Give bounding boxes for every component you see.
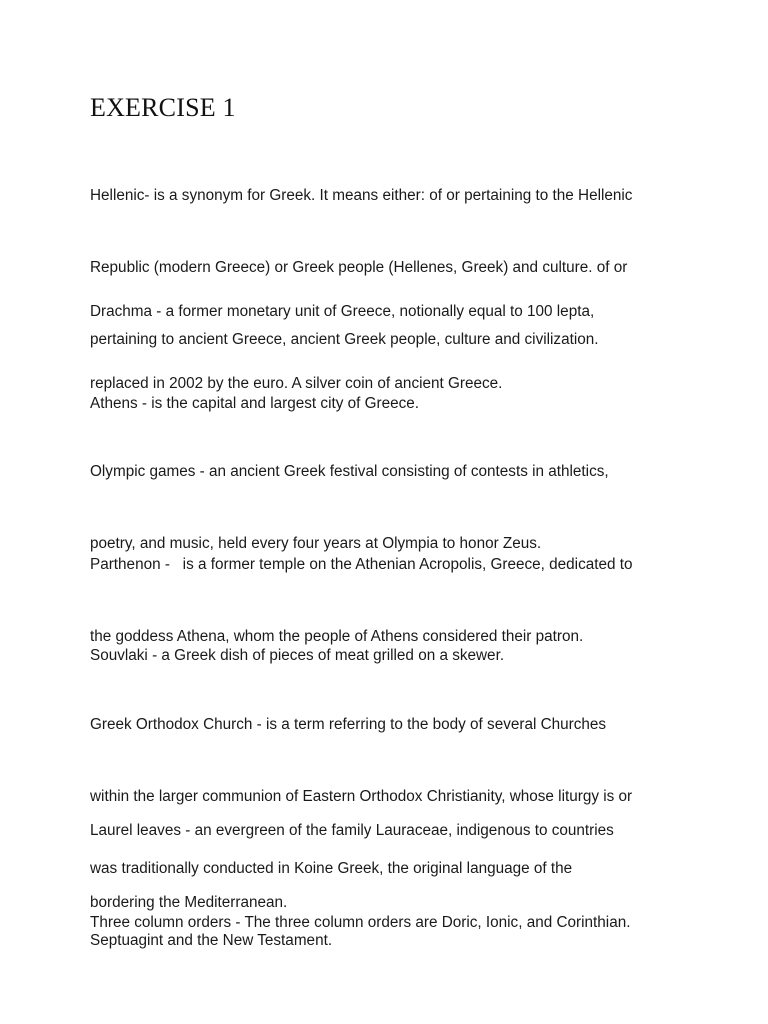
entry-three-column-orders xyxy=(90,863,690,983)
entry-line: bordering the Mediterranean. xyxy=(90,894,288,911)
entry-line: poetry, and music, held every four years at Olympia to honor Zeus. xyxy=(90,535,542,552)
entry-line: Greek Orthodox Church - is a term referring to the body of several Churches xyxy=(90,716,607,733)
entry-line: Souvlaki - a Greek dish of pieces of meat grilled on a skewer. xyxy=(90,647,505,664)
entry-line: within the larger communion of Eastern Orthodox Christianity, whose liturgy is or xyxy=(90,788,633,805)
entry-line: Three column orders - The three column orders are Doric, Ionic, and Corinthian. xyxy=(90,914,631,931)
entry-line: Republic (modern Greece) or Greek people (Hellenes, Greek) and culture. of or xyxy=(90,259,628,276)
entry-line: replaced in 2002 by the euro. A silver coin of ancient Greece. xyxy=(90,375,503,392)
entry-line: was traditionally conducted in Koine Greek, the original language of the xyxy=(90,860,573,877)
entry-line: Laurel leaves - an evergreen of the family Lauraceae, indigenous to countries xyxy=(90,822,614,839)
entry-line: pertaining to ancient Greece, ancient Greek people, culture and civilization. xyxy=(90,331,599,348)
entry-line: Septuagint and the New Testament. xyxy=(90,932,333,949)
entry-line: Hellenic- is a synonym for Greek. It means either: of or pertaining to the Hellenic xyxy=(90,187,633,204)
entry-line: Parthenon - is a former temple on the Athenian Acropolis, Greece, dedicated to xyxy=(90,556,633,573)
entry-line: Drachma - a former monetary unit of Greece, notionally equal to 100 lepta, xyxy=(90,303,595,320)
document-title: EXERCISE 1 xyxy=(90,93,236,122)
entry-line: Olympic games - an ancient Greek festival consisting of contests in athletics, xyxy=(90,463,609,480)
entry-line: the goddess Athena, whom the people of Athens considered their patron. xyxy=(90,628,584,645)
entry-line: Athens - is the capital and largest city of Greece. xyxy=(90,395,420,412)
